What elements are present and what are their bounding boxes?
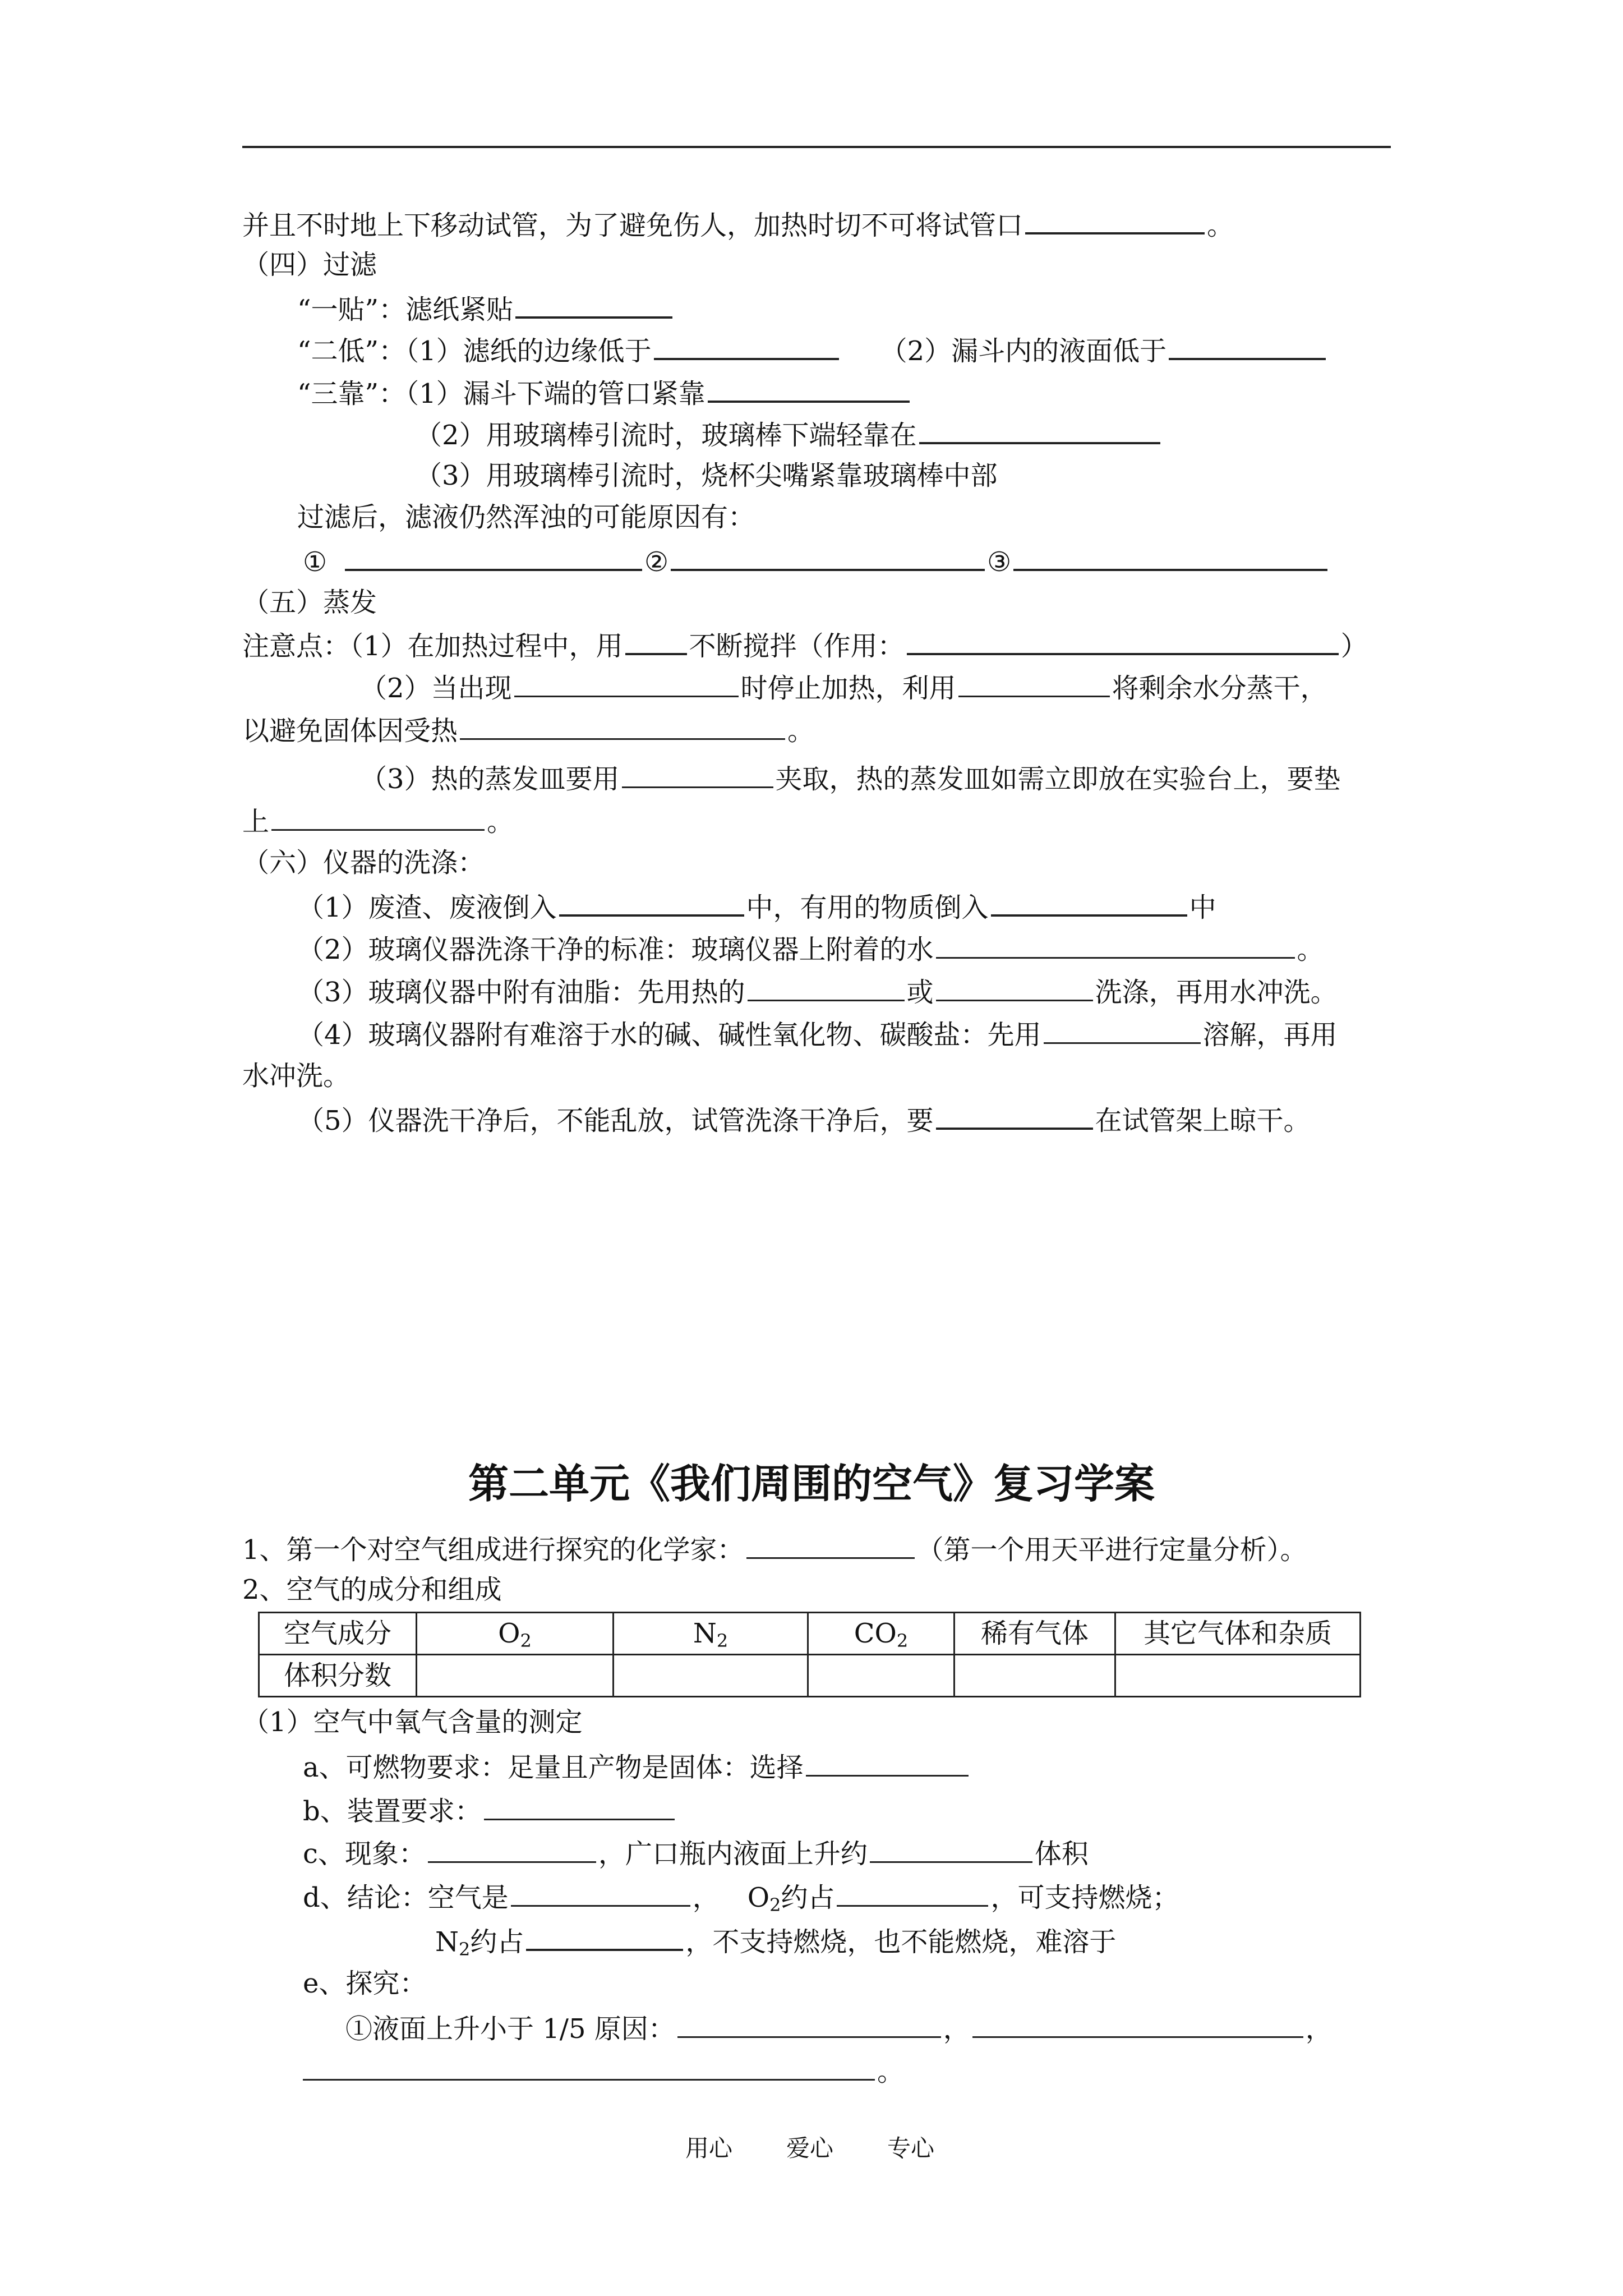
table-cell[interactable] bbox=[955, 1655, 1115, 1697]
wash-2-line: （2）玻璃仪器洗涤干净的标准：玻璃仪器上附着的水 。 bbox=[297, 931, 1324, 965]
wash-3-line: （3）玻璃仪器中附有油脂：先用热的 或 洗涤，再用水冲洗。 bbox=[297, 974, 1338, 1007]
blank[interactable] bbox=[1044, 1016, 1201, 1044]
blank[interactable] bbox=[515, 291, 672, 319]
table-cell: 稀有气体 bbox=[955, 1613, 1115, 1655]
o2-test-heading: （1）空气中氧气含量的测定 bbox=[242, 1706, 583, 1738]
footer-word: 专心 bbox=[887, 2134, 935, 2162]
evap-3-cont-line: 上 。 bbox=[242, 803, 514, 837]
wash-1-line: （1）废渣、废液倒入 中，有用的物质倒入 中 bbox=[297, 889, 1216, 922]
three-lean-3-line: （3）用玻璃棒引流时，烧杯尖嘴紧靠玻璃棒中部 bbox=[415, 460, 998, 491]
footer-word: 爱心 bbox=[786, 2134, 834, 2162]
blank[interactable] bbox=[936, 974, 1093, 1001]
table-cell: $CO_2$ bbox=[808, 1613, 955, 1655]
table-cell: $O_2$ bbox=[417, 1613, 614, 1655]
blank[interactable] bbox=[511, 1879, 690, 1907]
unit-title: 第二单元《我们周围的空气》复习学案 bbox=[468, 1460, 1155, 1507]
footer bbox=[685, 2133, 934, 2164]
blank[interactable] bbox=[907, 627, 1339, 655]
b-line: b、装置要求： bbox=[303, 1793, 677, 1826]
blank[interactable] bbox=[708, 375, 910, 403]
table-cell[interactable] bbox=[614, 1655, 808, 1697]
blank[interactable] bbox=[345, 543, 642, 571]
blank[interactable] bbox=[271, 803, 485, 831]
filter-heading: （四）过滤 bbox=[242, 249, 377, 280]
c-line: c、现象： ，广口瓶内液面上升约 体积 bbox=[303, 1835, 1089, 1869]
three-lean-2-line: （2）用玻璃棒引流时，玻璃棒下端轻靠在 bbox=[415, 416, 1163, 450]
blank[interactable] bbox=[1025, 206, 1205, 234]
e1-line: ①液面上升小于 1/5 原因： ， ， bbox=[345, 2010, 1332, 2044]
heating-line: 并且不时地上下移动试管，为了避免伤人，加热时切不可将试管口 。 bbox=[242, 206, 1234, 240]
table-cell[interactable] bbox=[1115, 1655, 1361, 1697]
blank[interactable] bbox=[526, 1923, 683, 1951]
blank[interactable] bbox=[559, 889, 744, 917]
table-row bbox=[259, 1655, 1361, 1697]
d-line: d、结论：空气是 ， $O_2$约占 ，可支持燃烧； bbox=[303, 1879, 1179, 1913]
table-row bbox=[259, 1613, 1361, 1655]
q1-line: 1、第一个对空气组成进行探究的化学家： （第一个用天平进行定量分析）。 bbox=[242, 1531, 1307, 1565]
blank[interactable] bbox=[622, 761, 773, 788]
evap-3-line: （3）热的蒸发皿要用 夹取，热的蒸发皿如需立即放在实验台上，要垫 bbox=[360, 761, 1341, 794]
blank[interactable] bbox=[514, 670, 739, 697]
blank[interactable] bbox=[1013, 543, 1327, 571]
three-lean-line: “三靠”：（1）漏斗下端的管口紧靠 bbox=[297, 375, 912, 408]
blank[interactable] bbox=[991, 889, 1187, 917]
blank[interactable] bbox=[936, 931, 1295, 959]
wash-heading: （六）仪器的洗涤： bbox=[242, 847, 485, 878]
air-composition-table bbox=[258, 1612, 1361, 1697]
table-cell: 其它气体和杂质 bbox=[1115, 1613, 1361, 1655]
blank[interactable] bbox=[460, 712, 785, 740]
one-stick-line: “一贴”：滤纸紧贴 bbox=[297, 291, 675, 324]
blank[interactable] bbox=[958, 670, 1110, 697]
blank[interactable] bbox=[748, 974, 905, 1001]
blank[interactable] bbox=[677, 2010, 941, 2038]
wash-4-line: （4）玻璃仪器附有难溶于水的碱、碱性氧化物、碳酸盐：先用 溶解，再用 bbox=[297, 1016, 1338, 1050]
blank[interactable] bbox=[1169, 332, 1326, 360]
wash-5-line: （5）仪器洗干净后，不能乱放，试管洗涤干净后，要 在试管架上晾干。 bbox=[297, 1102, 1311, 1135]
evap-1-line: 注意点：（1）在加热过程中，用 不断搅拌（作用： ） bbox=[242, 627, 1368, 661]
blank[interactable] bbox=[625, 627, 687, 655]
two-low-line: “二低”：（1）滤纸的边缘低于 （2）漏斗内的液面低于 bbox=[297, 332, 1328, 366]
blank[interactable] bbox=[654, 332, 839, 360]
blank[interactable] bbox=[972, 2010, 1303, 2038]
blank[interactable] bbox=[806, 1749, 969, 1777]
blank[interactable] bbox=[746, 1531, 915, 1559]
evap-2-cont-line: 以避免固体因受热 。 bbox=[242, 712, 814, 746]
wash-4-cont-line: 水冲洗。 bbox=[242, 1060, 351, 1092]
e1-cont-line: 。 bbox=[303, 2053, 904, 2087]
turbid-blanks-line: ① ② ③ bbox=[303, 543, 1330, 577]
blank[interactable] bbox=[837, 1879, 988, 1907]
evap-2-line: （2）当出现 时停止加热，利用 将剩余水分蒸干， bbox=[360, 670, 1327, 703]
blank[interactable] bbox=[484, 1793, 675, 1820]
q2-line: 2、空气的成分和组成 bbox=[242, 1574, 502, 1605]
blank[interactable] bbox=[870, 1835, 1032, 1863]
turbid-reason: 过滤后，滤液仍然浑浊的可能原因有： bbox=[297, 501, 755, 533]
table-cell[interactable] bbox=[417, 1655, 614, 1697]
blank[interactable] bbox=[303, 2053, 875, 2081]
evap-heading: （五）蒸发 bbox=[242, 587, 377, 618]
blank[interactable] bbox=[936, 1102, 1093, 1130]
table-cell: 空气成分 bbox=[259, 1613, 417, 1655]
table-cell: $N_2$ bbox=[614, 1613, 808, 1655]
d2-line: $N_2$约占 ，不支持燃烧，也不能燃烧，难溶于 bbox=[435, 1923, 1116, 1957]
a-line: a、可燃物要求：足量且产物是固体：选择 bbox=[303, 1749, 971, 1783]
blank[interactable] bbox=[919, 416, 1160, 444]
e-line: e、探究： bbox=[303, 1968, 427, 1999]
blank[interactable] bbox=[428, 1835, 596, 1863]
table-cell[interactable] bbox=[808, 1655, 955, 1697]
header-rule bbox=[242, 146, 1391, 148]
footer-word: 用心 bbox=[685, 2134, 733, 2162]
blank[interactable] bbox=[671, 543, 985, 571]
table-cell: 体积分数 bbox=[259, 1655, 417, 1697]
